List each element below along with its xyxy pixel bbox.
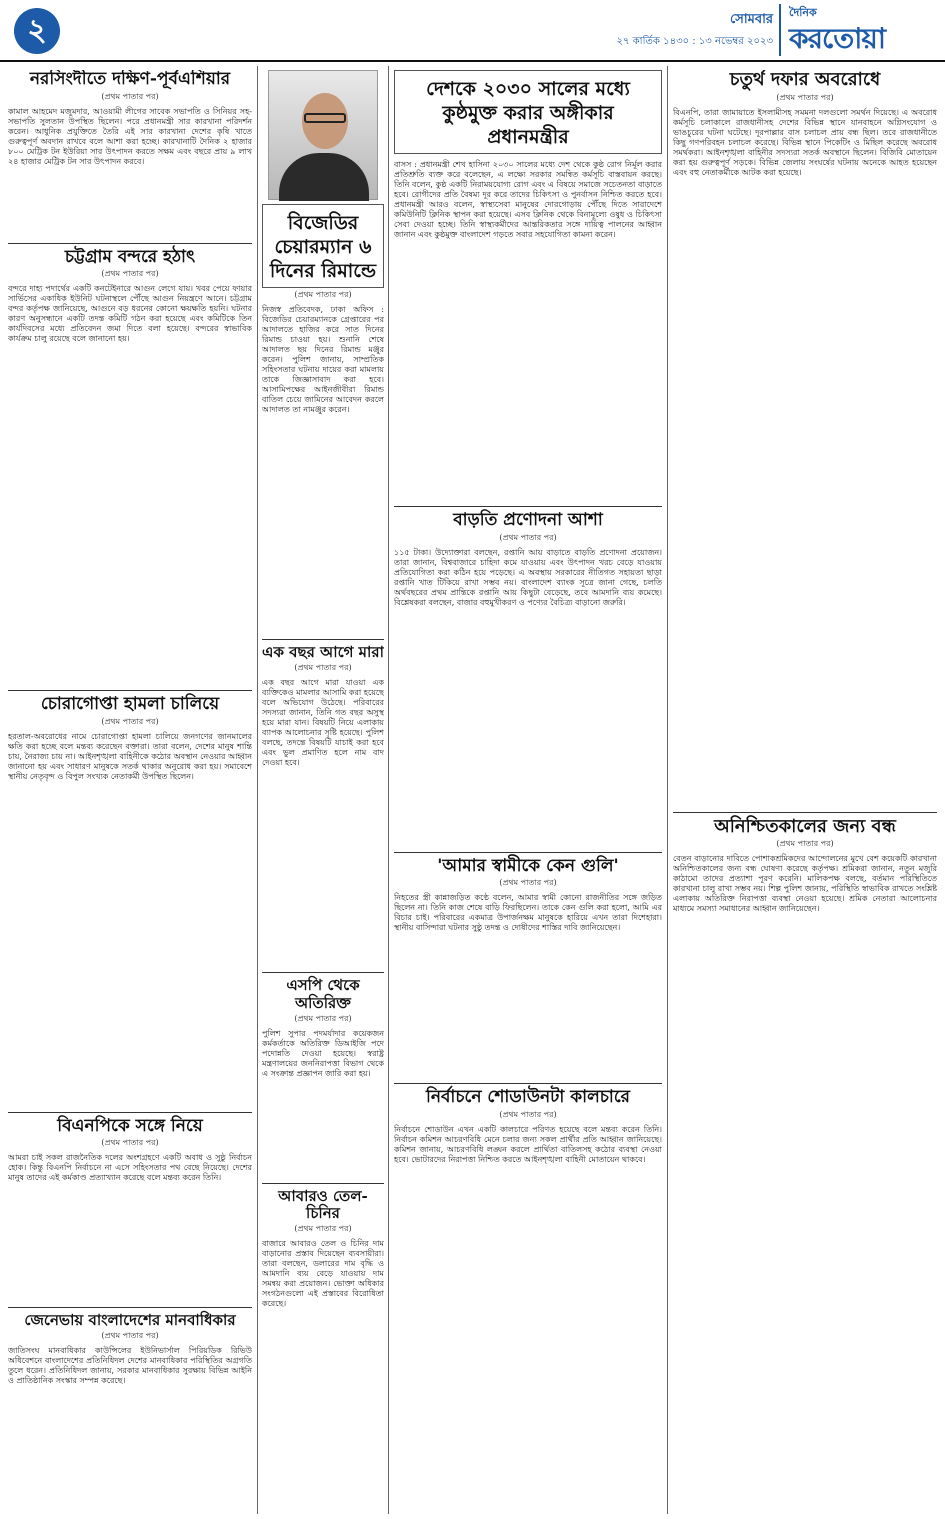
article-body: বেতন বাড়ানোর দাবিতে পোশাকশ্রমিকদের আন্দোলনের মুখে বেশ কয়েকটি কারখানা অনিশ্চিতকালের জন্য বন্ধ ঘোষণা করেছে কর্তৃপক্ষ। শ্রমিকরা জানান, নতুন মজুরি কাঠামো তাদের প্রত্যাশা পূরণ করেনি। মালিকপক্ষ বলছে, বর্তমান পরিস্থিতিতে কারখানা চালু রাখা সম্ভব নয়। শিল্প পুলিশ জানায়, পরিস্থিতি স্বাভাবিক রাখতে সংশ্লিষ্ট এলাকায় অতিরিক্ত নিরাপত্তা ব্যবস্থা নেওয়া হয়েছে। শ্রমিক নেতারা আলোচনার মাধ্যমে সমস্যা সমাধানের আহ্বান জানিয়েছেন। <box>673 854 937 914</box>
masthead-title: করতোয়া <box>789 22 885 55</box>
headline: এক বছর আগে মারা <box>262 643 384 661</box>
subline: (প্রথম পাতার পর) <box>776 839 834 849</box>
column-divider <box>257 66 258 1514</box>
article-body: এক বছর আগে মারা যাওয়া এক ব্যক্তিকেও মামলার আসামি করা হয়েছে বলে অভিযোগ উঠেছে। পরিবারের সদস্যরা জানান, তিনি গত বছর অসুস্থ হয়ে মারা যান। বিষয়টি নিয়ে এলাকায় ব্যাপক আলোচনার সৃষ্টি হয়েছে। পুলিশ বলছে, তদন্তে বিষয়টি যাচাই করা হবে এবং ভুল প্রমাণিত হলে নাম বাদ দেওয়া হবে। <box>262 678 384 768</box>
article-body: আমরা চাই সকল রাজনৈতিক দলের অংশগ্রহণে একটি অবাধ ও সুষ্ঠু নির্বাচন হোক। কিন্তু বিএনপি নির্বাচনে না এসে সহিংসতার পথ বেছে নিয়েছে। দেশের মানুষ তাদের এই কর্মকাণ্ড প্রত্যাখ্যান করেছে বলে মন্তব্য করেন তিনি। <box>8 1153 252 1183</box>
article-body: বিএনপি, তারা জামায়াতে ইসলামীসহ সমমনা দলগুলো সমর্থন দিয়েছে। এ অবরোধ কর্মসূচি চলাকালে রাজধানীসহ দেশের বিভিন্ন স্থানে যানবাহনে অগ্নিসংযোগ ও ভাঙচুরের ঘটনা ঘটেছে। দূরপাল্লার বাস চলাচল প্রায় বন্ধ ছিল। তবে রাজধানীতে কিছু গণপরিবহন চলাচল করেছে। বিভিন্ন স্থানে পিকেটিং ও মিছিল করেছে অবরোধ সমর্থকরা। আইনশৃঙ্খলা বাহিনীর সদস্যরা সতর্ক অবস্থানে ছিলেন। বিজিবি মোতায়েন করা হয় গুরুত্বপূর্ণ সড়কে। বিভিন্ন জেলায় সংঘর্ষের ঘটনায় অনেকে আহত হয়েছেন এবং বহু নেতাকর্মীকে আটক করা হয়েছে। <box>673 107 937 177</box>
headline: নির্বাচনে শোডাউনটা কালচারে <box>425 1087 631 1108</box>
article-body: হরতাল-অবরোধের নামে চোরাগোপ্তা হামলা চালিয়ে জনগণের জানমালের ক্ষতি করা হচ্ছে বলে মন্তব্য করেছেন বক্তারা। তারা বলেন, দেশের মানুষ শান্তি চায়, নৈরাজ্য চায় না। আইনশৃঙ্খলা বাহিনীকে কঠোর অবস্থান নেওয়ার আহ্বান জানানো হয় এবং সাধারণ মানুষকে সতর্ক থাকার অনুরোধ করা হয়। সমাবেশে স্থানীয় নেতৃবৃন্দ ও বিপুল সংখ্যক নেতাকর্মী উপস্থিত ছিলেন। <box>8 731 252 781</box>
divider <box>262 972 384 973</box>
subline: (প্রথম পাতার পর) <box>499 532 557 542</box>
divider <box>262 639 384 640</box>
headline: জেনেভায় বাংলাদেশের মানবাধিকার <box>24 1311 236 1330</box>
divider <box>8 690 252 691</box>
subline: (প্রথম পাতার পর) <box>101 1138 159 1148</box>
subline: (প্রথম পাতার পর) <box>101 716 159 726</box>
masthead-small: দৈনিক <box>789 6 817 19</box>
divider <box>394 852 662 853</box>
headline: আবারও তেল-চিনির <box>278 1186 368 1222</box>
divider <box>262 1183 384 1184</box>
issue-date: ২৭ কার্তিক ১৪৩০ : ১৩ নভেম্বর ২০২৩ <box>616 36 773 47</box>
column-divider <box>667 66 668 1514</box>
subline: (প্রথম পাতার পর) <box>101 1331 159 1341</box>
headline-box <box>262 204 384 288</box>
portrait-photo <box>268 70 378 200</box>
divider <box>673 812 937 813</box>
headline: বিএনপিকে সঙ্গে নিয়ে <box>57 1115 203 1136</box>
subline: (প্রথম পাতার পর) <box>294 663 352 673</box>
column-2 <box>262 204 384 1514</box>
headline: অনিশ্চিতকালের জন্য বন্ধ <box>714 815 896 837</box>
column-3 <box>394 70 662 1514</box>
divider <box>394 1083 662 1084</box>
article-body: বন্দরে দাহ্য পদার্থের একটি কনটেইনারে আগুন লেগে যায়। খবর পেয়ে ফায়ার সার্ভিসের একাধিক ইউনিট ঘটনাস্থলে পৌঁছে আগুন নিয়ন্ত্রণে আনে। চট্টগ্রাম বন্দর কর্তৃপক্ষ জানিয়েছে, আগুনে বড় ধরনের কোনো ক্ষয়ক্ষতি হয়নি। ঘটনার কারণ অনুসন্ধানে একটি তদন্ত কমিটি গঠন করা হয়েছে এবং কমিটিকে তিন কার্যদিবসের মধ্যে প্রতিবেদন জমা দিতে বলা হয়েছে। বন্দরের স্বাভাবিক কার্যক্রম চালু রয়েছে বলে জানানো হয়। <box>8 284 252 344</box>
page-number: ২ <box>14 8 60 54</box>
subline: (প্রথম পাতার পর) <box>294 290 352 299</box>
article-body: নির্বাচনে শোডাউন এখন একটি কালচারে পরিণত হয়েছে বলে মন্তব্য করেন তিনি। নির্বাচন কমিশন আচরণবিধি মেনে চলার জন্য সকল প্রার্থীর প্রতি আহ্বান জানিয়েছে। কমিশন জানায়, আচরণবিধি লঙ্ঘন করলে প্রার্থিতা বাতিলসহ কঠোর ব্যবস্থা নেওয়া হবে। ভোটারদের নিরাপত্তা নিশ্চিত করতে আইনশৃঙ্খলা বাহিনী মোতায়েন থাকবে। <box>394 1124 662 1164</box>
headline: 'আমার স্বামীকে কেন গুলি' <box>437 855 619 876</box>
divider <box>394 506 662 507</box>
subline: (প্রথম পাতার পর) <box>294 1224 352 1234</box>
lead-headline-box <box>394 70 662 154</box>
article-body: বাসস : প্রধানমন্ত্রী শেখ হাসিনা ২০৩০ সালের মধ্যে দেশ থেকে কুষ্ঠ রোগ নির্মূল করার প্রতিশ্রুতি ব্যক্ত করে বলেছেন, এ লক্ষ্যে সরকার সমন্বিত কর্মসূচি বাস্তবায়ন করছে। তিনি বলেন, কুষ্ঠ একটি নিরাময়যোগ্য রোগ এবং এ বিষয়ে সমাজে সচেতনতা বাড়াতে হবে। রোগীদের প্রতি বৈষম্য দূর করে তাদের চিকিৎসা ও পুনর্বাসন নিশ্চিত করতে হবে। প্রধানমন্ত্রী আরও বলেন, স্বাস্থ্যসেবা মানুষের দোরগোড়ায় পৌঁছে দিতে সারাদেশে কমিউনিটি ক্লিনিক স্থাপন করা হয়েছে। এসব ক্লিনিক থেকে বিনামূল্যে ওষুধ ও চিকিৎসা সেবা দেওয়া হচ্ছে। তিনি স্বাস্থ্যকর্মীদের আন্তরিকতার সঙ্গে দায়িত্ব পালনের আহ্বান জানান এবং কুষ্ঠমুক্ত বাংলাদেশ গড়তে সবার সহযোগিতা কামনা করেন। <box>394 160 662 239</box>
headline: চতুর্থ দফার অবরোধে <box>729 70 881 90</box>
divider <box>8 243 252 244</box>
headline: দেশকে ২০৩০ সালের মধ্যে কুষ্ঠমুক্ত করার অঙ্গীকার প্রধানমন্ত্রীর <box>426 78 630 148</box>
article-body: কামাল আহমেদ মজুমদার, আওয়ামী লীগের সাবেক সভাপতি ও সিনিয়র সহ-সভাপতি সুলতান উপস্থিত ছিলেন। পরে প্রধানমন্ত্রী সার কারখানা পরিদর্শন করেন। আধুনিক প্রযুক্তিতে তৈরি এই সার কারখানা দেশের কৃষি খাতে গুরুত্বপূর্ণ অবদান রাখবে বলে আশা করা হচ্ছে। কারখানাটি দৈনিক ২ হাজার ৮০০ মেট্রিক টন ইউরিয়া সার উৎপাদন করতে সক্ষম এবং বছরে প্রায় ৯ লাখ ২৪ হাজার মেট্রিক টন সার উৎপাদন করবে। <box>8 106 252 166</box>
article-body: পুলিশ সুপার পদমর্যাদার কয়েকজন কর্মকর্তাকে অতিরিক্ত ডিআইজি পদে পদোন্নতি দেওয়া হয়েছে। স্বরাষ্ট্র মন্ত্রণালয়ের জননিরাপত্তা বিভাগ থেকে এ সংক্রান্ত প্রজ্ঞাপন জারি করা হয়। <box>262 1028 384 1078</box>
headline: চট্টগ্রাম বন্দরে হঠাৎ <box>64 246 196 267</box>
subline: (প্রথম পাতার পর) <box>294 1013 352 1023</box>
headline: চোরাগোপ্তা হামলা চালিয়ে <box>40 694 220 715</box>
subline: (প্রথম পাতার পর) <box>101 269 159 279</box>
headline: বিজেডির চেয়ারম্যান ৬ দিনের রিমান্ডে <box>269 212 377 282</box>
subline: (প্রথম পাতার পর) <box>101 91 159 101</box>
headline: বাড়তি প্রণোদনা আশা <box>453 510 603 530</box>
column-1 <box>8 70 252 1514</box>
article-body: নিহতের স্ত্রী কান্নাজড়িত কণ্ঠে বলেন, আমার স্বামী কোনো রাজনীতির সঙ্গে জড়িত ছিলেন না। তিনি কাজ শেষে বাড়ি ফিরছিলেন। তাকে কেন গুলি করা হলো, আমি এর বিচার চাই। পরিবারের একমাত্র উপার্জনক্ষম মানুষকে হারিয়ে এখন তারা দিশেহারা। স্থানীয় বাসিন্দারা ঘটনার সুষ্ঠু তদন্ত ও দোষীদের শাস্তির দাবি জানিয়েছেন। <box>394 893 662 933</box>
headline: এসপি থেকে অতিরিক্ত <box>286 976 360 1012</box>
issue-day: সোমবার <box>729 12 773 27</box>
divider <box>8 1307 252 1308</box>
subline: (প্রথম পাতার পর) <box>499 1109 557 1119</box>
column-4 <box>673 70 937 1514</box>
article-body: ১১৫ টাকা। উদ্যোক্তারা বলছেন, রপ্তানি আয় বাড়াতে বাড়তি প্রণোদনা প্রয়োজন। তারা জানান, বিশ্ববাজারে চাহিদা কমে যাওয়ায় এবং উৎপাদন খরচ বেড়ে যাওয়ায় প্রতিযোগিতা করা কঠিন হয়ে পড়েছে। এ অবস্থায় সরকারের নীতিগত সহায়তা ছাড়া রপ্তানি খাত টিকিয়ে রাখা সম্ভব নয়। বাংলাদেশ ব্যাংক সূত্রে জানা গেছে, চলতি অর্থবছরের প্রথম প্রান্তিকে রপ্তানি আয় কিছুটা বেড়েছে, তবে আমদানি ব্যয় কমেছে। বিশ্লেষকরা বলছেন, বাজার বহুমুখীকরণ ও পণ্যের বৈচিত্র্য বাড়ানো জরুরি। <box>394 547 662 607</box>
article-body: নিজস্ব প্রতিবেদক, ঢাকা অফিস : বিজেডির চেয়ারম্যানকে গ্রেপ্তারের পর আদালতে হাজির করে সাত দিনের রিমান্ড চাওয়া হয়। শুনানি শেষে আদালত ছয় দিনের রিমান্ড মঞ্জুর করেন। পুলিশ জানায়, সাম্প্রতিক সহিংসতার ঘটনায় দায়ের করা মামলায় তাকে জিজ্ঞাসাবাদ করা হবে। আসামিপক্ষের আইনজীবীরা রিমান্ড বাতিল চেয়ে জামিনের আবেদন করলে আদালত তা নামঞ্জুর করেন। <box>262 305 384 414</box>
headline: নরসিংদীতে দক্ষিণ-পূর্বএশিয়ার <box>29 70 231 89</box>
divider <box>8 1112 252 1113</box>
glasses-shape <box>304 113 346 123</box>
subline: (প্রথম পাতার পর) <box>776 92 834 102</box>
subline: (প্রথম পাতার পর) <box>499 878 557 888</box>
shirt-shape <box>279 153 369 201</box>
article-body: বাজারে আবারও তেল ও চিনির দাম বাড়ানোর প্রস্তাব দিয়েছেন ব্যবসায়ীরা। তারা বলছেন, ডলারের দাম বৃদ্ধি ও আমদানি ব্যয় বেড়ে যাওয়ায় দাম সমন্বয় করা প্রয়োজন। ভোক্তা অধিকার সংগঠনগুলো এই প্রস্তাবের বিরোধিতা করেছে। <box>262 1239 384 1309</box>
page-header <box>0 0 945 62</box>
masthead <box>779 4 935 56</box>
column-divider <box>388 66 389 1514</box>
article-body: জাতিসংঘ মানবাধিকার কাউন্সিলের ইউনিভার্সাল পিরিয়ডিক রিভিউ অধিবেশনে বাংলাদেশের প্রতিনিধিদল দেশের মানবাধিকার পরিস্থিতির অগ্রগতি তুলে ধরেন। প্রতিনিধিদল জানায়, সরকার মানবাধিকার সুরক্ষায় বিভিন্ন আইনি ও প্রাতিষ্ঠানিক সংস্কার সম্পন্ন করেছে। <box>8 1346 252 1386</box>
